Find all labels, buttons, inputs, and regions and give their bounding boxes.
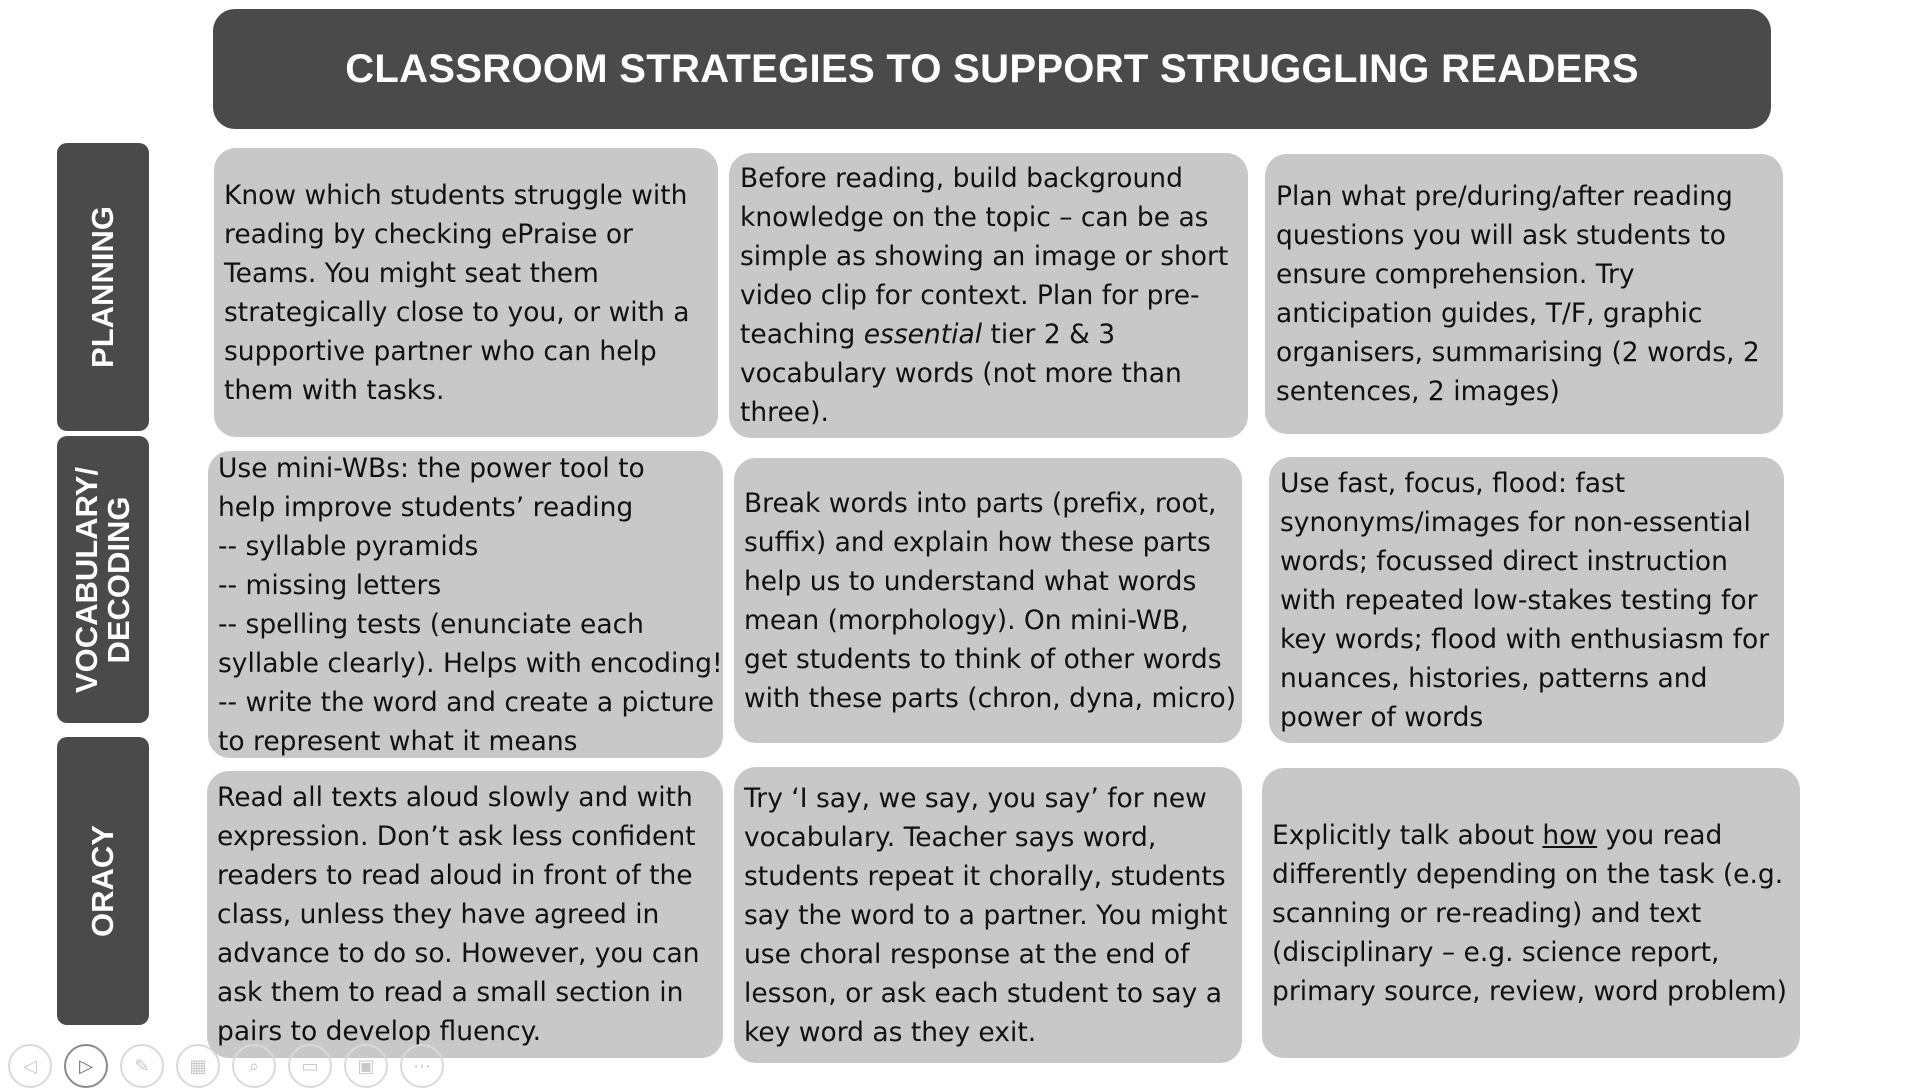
- card-vocab-1: [208, 451, 723, 758]
- card-line: [740, 315, 1228, 354]
- pen-icon: ✎: [134, 1055, 150, 1077]
- card-planning-3-text: [1276, 177, 1760, 411]
- card-line: expression. Don’t ask less confident: [217, 821, 696, 852]
- card-line: organisers, summarising (2 words, 2: [1276, 337, 1760, 368]
- presentation-toolbar: [8, 1044, 444, 1090]
- card-vocab-2-text: [744, 484, 1236, 718]
- card-line: ask them to read a small section in: [217, 977, 684, 1008]
- card-line: readers to read aloud in front of the: [217, 860, 693, 891]
- subtitles-button[interactable]: [288, 1044, 332, 1088]
- card-line: Plan what pre/during/after reading: [1276, 181, 1733, 212]
- more-options-icon: ⋯: [413, 1055, 431, 1077]
- card-line: reading by checking ePraise or: [224, 218, 633, 250]
- card-line: use choral response at the end of: [744, 938, 1190, 970]
- card-line: (disciplinary – e.g. science report,: [1272, 936, 1720, 968]
- slide-title: CLASSROOM STRATEGIES TO SUPPORT STRUGGLING READERS: [345, 46, 1639, 91]
- card-line: mean (morphology). On mini-WB,: [744, 604, 1189, 636]
- side-tab-oracy-label: ORACY: [85, 825, 120, 937]
- card-line: Know which students struggle with: [224, 179, 688, 211]
- card-line: them with tasks.: [224, 374, 445, 406]
- card-line: -- syllable pyramids: [218, 530, 479, 562]
- card-oracy-2-text: [744, 779, 1227, 1052]
- card-planning-1: [214, 148, 718, 437]
- side-tab-vocab-line2: DECODING: [101, 495, 136, 664]
- card-text: Explicitly talk about: [1272, 819, 1543, 851]
- card-line: strategically close to you, or with a: [224, 296, 690, 328]
- black-screen-button[interactable]: [344, 1044, 388, 1088]
- card-line: with repeated low-stakes testing for: [1280, 584, 1758, 616]
- card-line: suffix) and explain how these parts: [744, 526, 1211, 558]
- card-line: nuances, histories, patterns and: [1280, 662, 1708, 694]
- black-screen-icon: ▣: [357, 1055, 375, 1077]
- card-line: Use mini-WBs: the power tool to: [218, 452, 645, 484]
- card-line: pairs to develop fluency.: [217, 1016, 541, 1047]
- card-line: vocabulary. Teacher says word,: [744, 821, 1157, 853]
- card-line: differently depending on the task (e.g.: [1272, 858, 1784, 890]
- title-banner: [213, 9, 1771, 129]
- card-line: sentences, 2 images): [1276, 376, 1560, 407]
- card-underline: how: [1542, 819, 1598, 851]
- card-line: students repeat it chorally, students: [744, 860, 1226, 892]
- card-line: -- missing letters: [218, 569, 442, 601]
- card-oracy-1-text: [217, 778, 700, 1051]
- card-text: tier 2 & 3: [982, 319, 1116, 350]
- card-line: syllable clearly). Helps with encoding!: [218, 647, 723, 679]
- card-line: vocabulary words (not more than: [740, 358, 1182, 389]
- side-tab-vocabulary-decoding: [57, 436, 149, 723]
- card-vocab-3-text: [1280, 464, 1769, 737]
- card-line: knowledge on the topic – can be as: [740, 202, 1209, 233]
- card-text: teaching: [740, 319, 864, 350]
- side-tab-vocabulary-decoding-label: [71, 466, 135, 692]
- previous-slide-icon: ◁: [23, 1055, 37, 1077]
- card-line: simple as showing an image or short: [740, 241, 1229, 272]
- card-oracy-1: [207, 771, 723, 1058]
- next-slide-icon: ▷: [79, 1055, 93, 1077]
- card-line: words; focussed direct instruction: [1280, 545, 1728, 577]
- card-oracy-3: [1262, 768, 1800, 1058]
- side-tab-planning-label: PLANNING: [85, 206, 120, 368]
- card-line: supportive partner who can help: [224, 335, 657, 367]
- card-line: get students to think of other words: [744, 643, 1222, 675]
- card-line: synonyms/images for non-essential: [1280, 506, 1751, 538]
- card-line: help improve students’ reading: [218, 491, 634, 523]
- card-planning-1-text: [224, 176, 690, 410]
- card-text: you read: [1597, 819, 1723, 851]
- more-options-button[interactable]: [400, 1044, 444, 1088]
- card-line: Try ‘I say, we say, you say’ for new: [744, 782, 1207, 814]
- card-line: lesson, or ask each student to say a: [744, 977, 1222, 1009]
- card-line: [1272, 816, 1787, 855]
- card-line: to represent what it means: [218, 725, 578, 757]
- zoom-icon: ⌕: [248, 1055, 260, 1077]
- card-line: anticipation guides, T/F, graphic: [1276, 298, 1703, 329]
- card-line: Use fast, focus, flood: fast: [1280, 467, 1626, 499]
- card-line: Teams. You might seat them: [224, 257, 599, 289]
- card-line: help us to understand what words: [744, 565, 1197, 597]
- card-line: three).: [740, 397, 829, 428]
- card-line: with these parts (chron, dyna, micro): [744, 682, 1237, 714]
- pen-button[interactable]: [120, 1044, 164, 1088]
- side-tab-vocab-line1: VOCABULARY/: [69, 466, 104, 693]
- card-vocab-2: [734, 458, 1242, 743]
- card-line: say the word to a partner. You might: [744, 899, 1228, 931]
- card-planning-3: [1265, 154, 1783, 434]
- card-planning-2-text: [740, 159, 1228, 432]
- card-line: key words; flood with enthusiasm for: [1280, 623, 1770, 655]
- card-vocab-3: [1269, 457, 1784, 743]
- card-line: class, unless they have agreed in: [217, 899, 660, 930]
- card-line: key word as they exit.: [744, 1016, 1037, 1048]
- card-emphasis: essential: [863, 319, 983, 350]
- card-line: advance to do so. However, you can: [217, 938, 700, 969]
- card-line: questions you will ask students to: [1276, 220, 1726, 251]
- card-vocab-1-text: [218, 449, 723, 761]
- previous-slide-button[interactable]: [8, 1044, 52, 1088]
- card-line: video clip for context. Plan for pre-: [740, 280, 1200, 311]
- card-line: primary source, review, word problem): [1272, 975, 1788, 1007]
- card-line: -- write the word and create a picture: [218, 686, 715, 718]
- next-slide-button[interactable]: [64, 1044, 108, 1088]
- card-line: -- spelling tests (enunciate each: [218, 608, 644, 640]
- card-oracy-3-text: [1272, 816, 1787, 1011]
- see-all-slides-icon: ▦: [189, 1055, 207, 1077]
- side-tab-planning: [57, 143, 149, 431]
- card-line: Before reading, build background: [740, 163, 1183, 194]
- zoom-button[interactable]: [232, 1044, 276, 1088]
- card-oracy-2: [734, 767, 1242, 1063]
- card-line: ensure comprehension. Try: [1276, 259, 1635, 290]
- card-line: scanning or re-reading) and text: [1272, 897, 1702, 929]
- card-planning-2: [729, 153, 1248, 438]
- subtitles-icon: ▭: [301, 1055, 319, 1077]
- side-tab-oracy: [57, 737, 149, 1025]
- card-line: Read all texts aloud slowly and with: [217, 782, 693, 813]
- card-line: power of words: [1280, 701, 1484, 733]
- card-line: Break words into parts (prefix, root,: [744, 487, 1217, 519]
- see-all-slides-button[interactable]: [176, 1044, 220, 1088]
